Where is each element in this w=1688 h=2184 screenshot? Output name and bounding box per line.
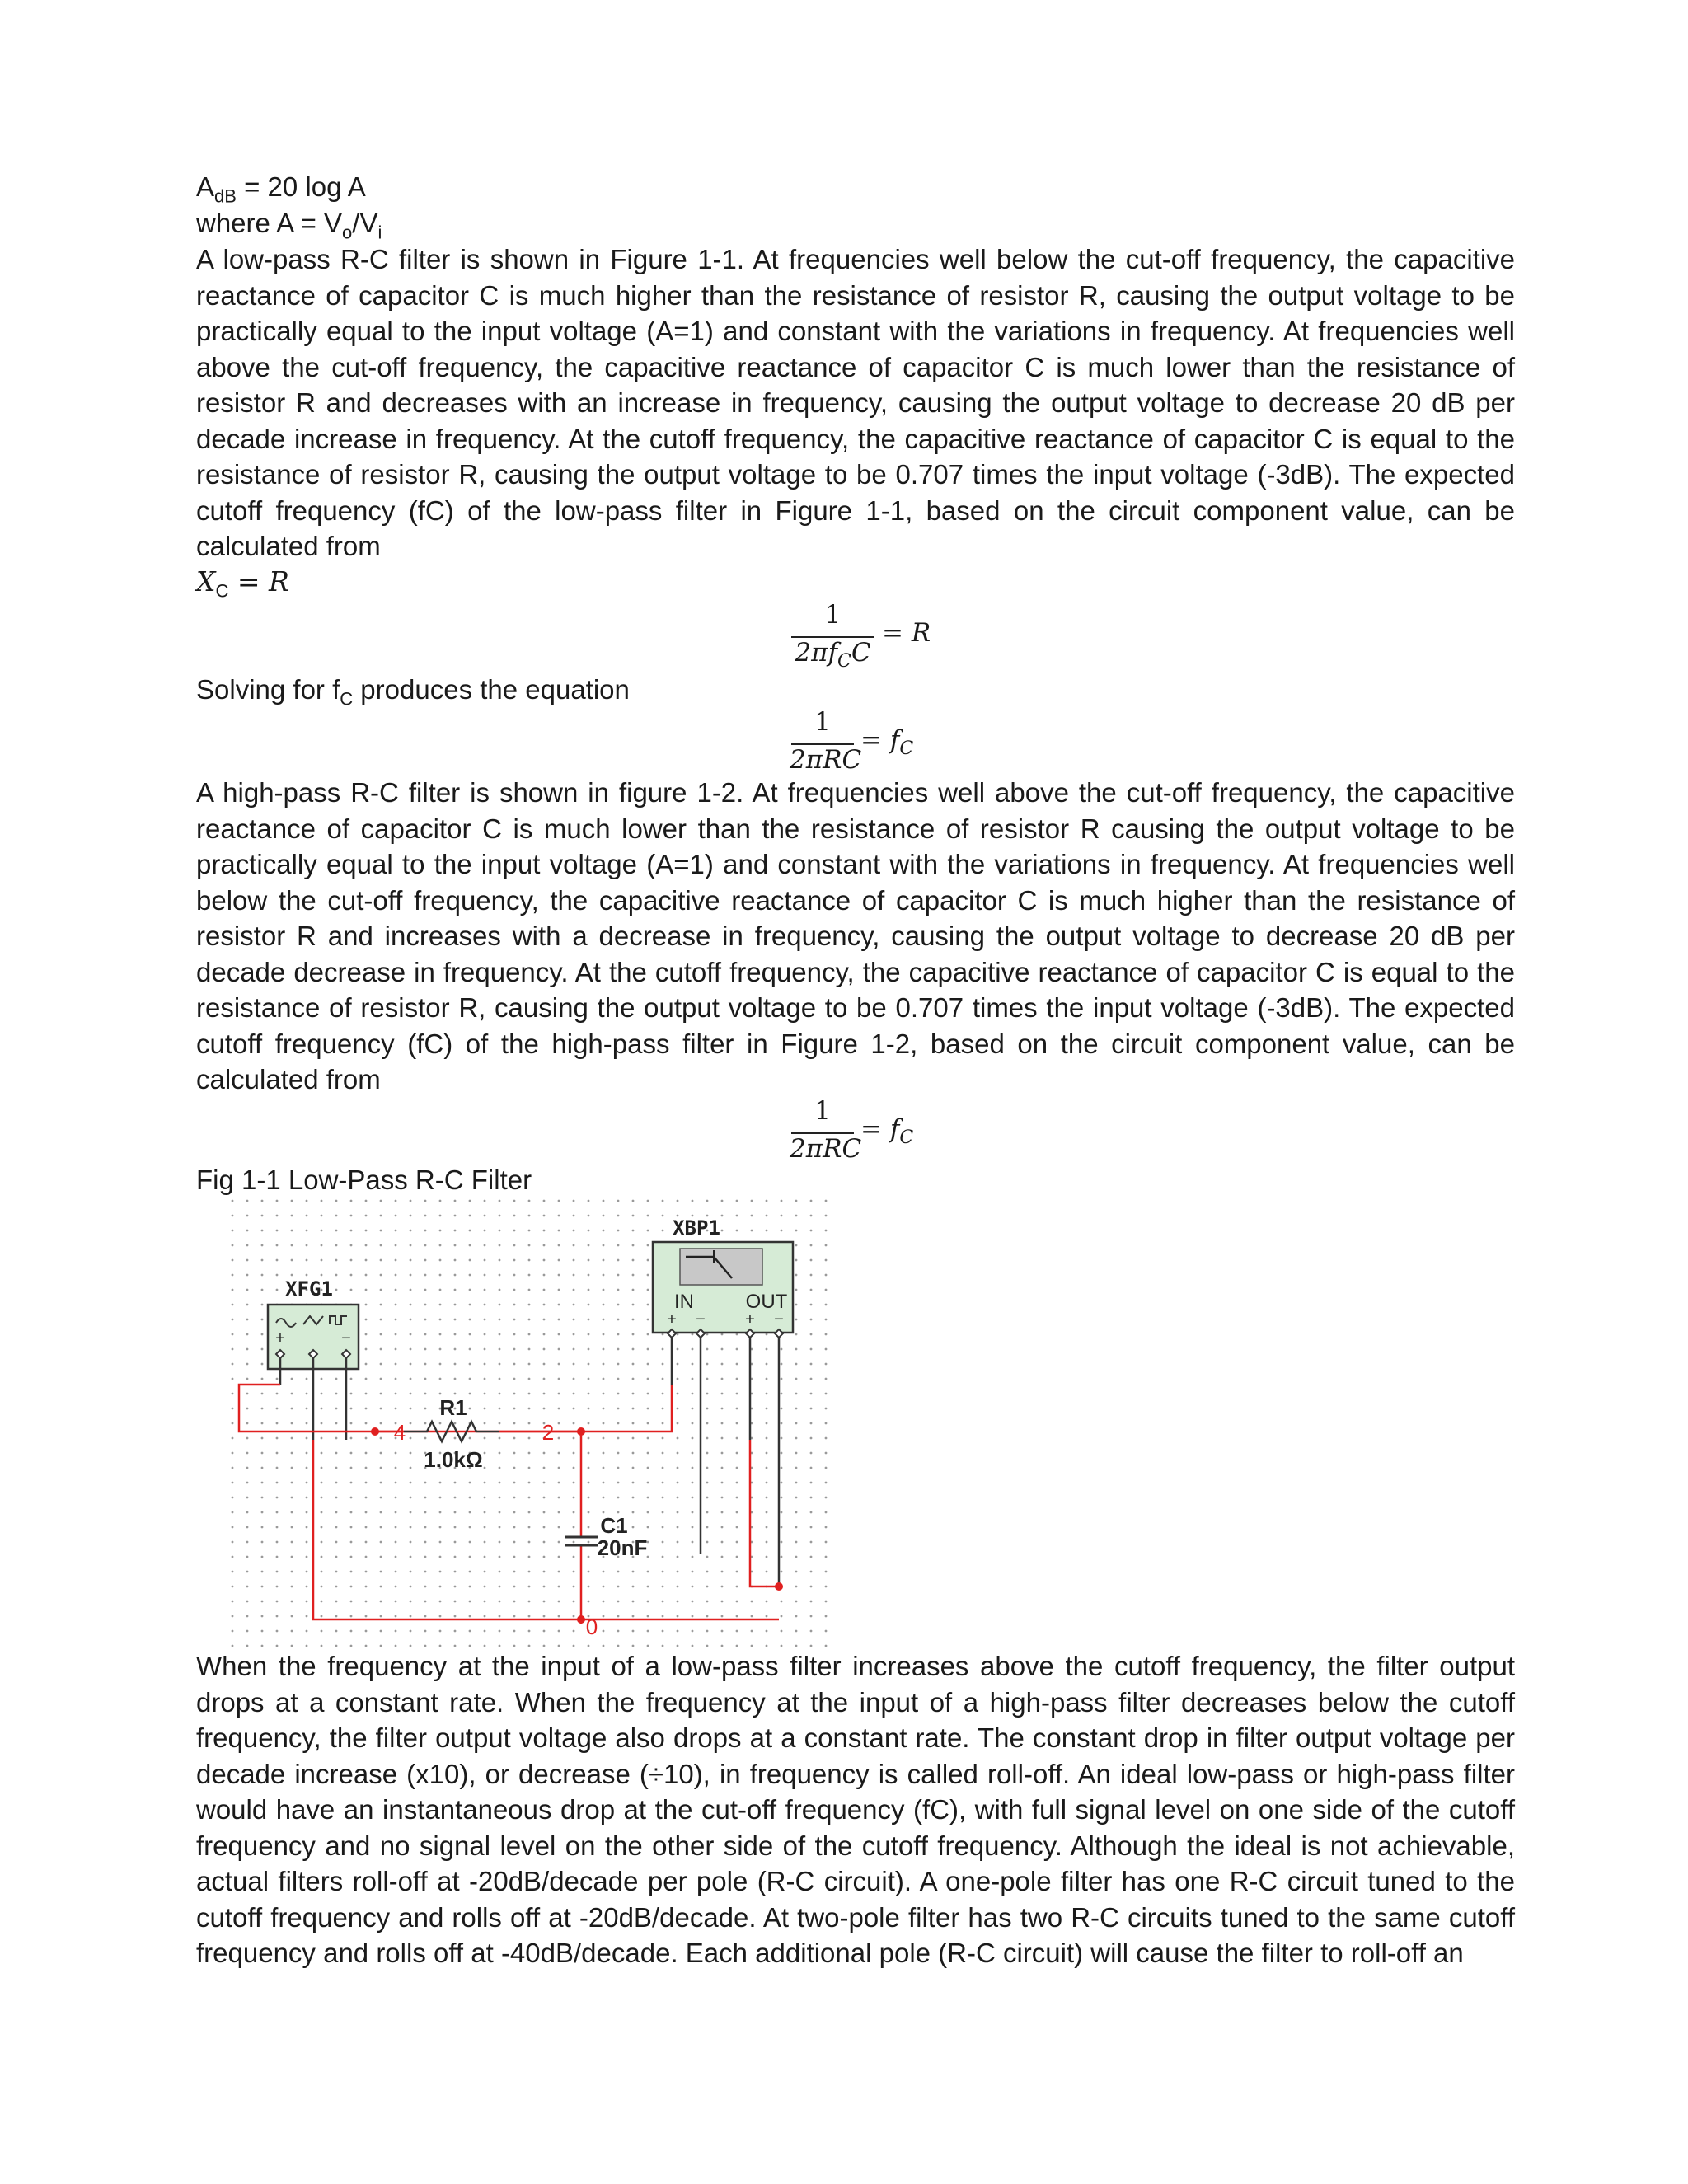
node-4-label: 4 [393,1420,406,1445]
bode-out-label: OUT [745,1291,788,1313]
equation-xc-eq-r: 1 $2\pi f_CC$ = R [790,600,954,674]
bode-in-minus: − [696,1310,706,1329]
resistor-value: 1.0kΩ [424,1447,483,1472]
figure-caption: Fig 1-1 Low-Pass R-C Filter [196,1165,532,1195]
equation-fc: 1 2πRC = $f_C$ [790,707,914,775]
adb-formula-line: $A_{dB} = 20$ log A [196,171,366,207]
resistor-name: R1 [439,1395,467,1420]
node-2-label: 2 [542,1420,555,1445]
bode-label: XBP1 [673,1216,720,1240]
lowpass-schematic [231,1199,832,1648]
solving-line: Solving for $f_C$ produces the equation [196,674,630,710]
fgen-plus: + [275,1329,285,1347]
highpass-paragraph: A high-pass R-C filter is shown in figure 1-2. At frequencies well above the cut-off frequency, the capacitive reactance of capacitor C is much lower than the resistance of resistor R causing the output voltage to be practically equal to the input voltage (A=1) and constant with the variations in frequency. At frequencies well below the cut-off frequency, the capacitive reactance of capacitor C is much higher than the resistance of resistor R and increases with a decrease in frequency, causing the output voltage to decrease 20 dB per decade decrease in frequency. At the cutoff frequency, the capacitive reactance of capacitor C is equal to the resistance of resistor R, causing the output voltage to be 0.707 times the input voltage (-3dB). The expected cutoff frequency (fC) of the high-pass filter in Figure 1-2, based on the circuit component value, can be calculated from [196,777,1515,1094]
bode-in-plus: + [667,1310,677,1329]
bode-out-minus: − [774,1310,784,1329]
where-line: where $A = V_o/V_i$ [196,208,382,243]
node-0-label: 0 [585,1615,598,1639]
bode-out-plus: + [745,1310,755,1329]
fgen-minus: − [341,1329,351,1347]
equation-fc-highpass: 1 2πRC = $f_C$ [790,1096,914,1164]
lowpass-paragraph: A low-pass R-C filter is shown in Figure 1-1. At frequencies well below the cut-off frequency, the capacitive reactance of capacitor C is much higher than the resistance of resistor R, causing the output voltage to be practically equal to the input voltage (A=1) and constant with the variations in frequency. At frequencies well above the cut-off frequency, the capacitive reactance of capacitor C is much lower than the resistance of resistor R and decreases with an increase in frequency, causing the output voltage to decrease 20 dB per decade increase in frequency. At the cutoff frequency, the capacitive reactance of capacitor C is equal to the resistance of resistor R, causing the output voltage to be 0.707 times the input voltage (-3dB). The expected cutoff frequency (fC) of the low-pass filter in Figure 1-1, based on the circuit component value, can be calculated from [196,244,1515,561]
rolloff-paragraph: When the frequency at the input of a low-pass filter increases above the cutoff frequency, the filter output drops at a constant rate. When the frequency at the input of a high-pass filter decreases below the cutoff frequency, the filter output voltage also drops at a constant rate. The constant drop in filter output voltage per decade increase (x10), or decrease (÷10), in frequency is called roll-off. An ideal low-pass or high-pass filter would have an instantaneous drop at the cut-off frequency (fC), with full signal level on one side of the cutoff frequency and no signal level on the other side of the cutoff frequency. Although the ideal is not achievable, actual filters roll-off at -20dB/decade per pole (R-C circuit). A one-pole filter has one R-C circuit tuned to the cutoff frequency and rolls off at -20dB/decade. At two-pole filter has two R-C circuits tuned to the same cutoff frequency and rolls off at -40dB/decade. Each additional pole (R-C circuit) will cause the filter to roll-off an [196,1651,1515,1968]
fgen-label: XFG1 [285,1277,333,1301]
bode-in-label: IN [674,1291,694,1313]
capacitor-value: 20nF [597,1535,648,1560]
xc-equals-r-line: $X_C = R$ [196,565,289,602]
capacitor-name: C1 [600,1513,628,1538]
